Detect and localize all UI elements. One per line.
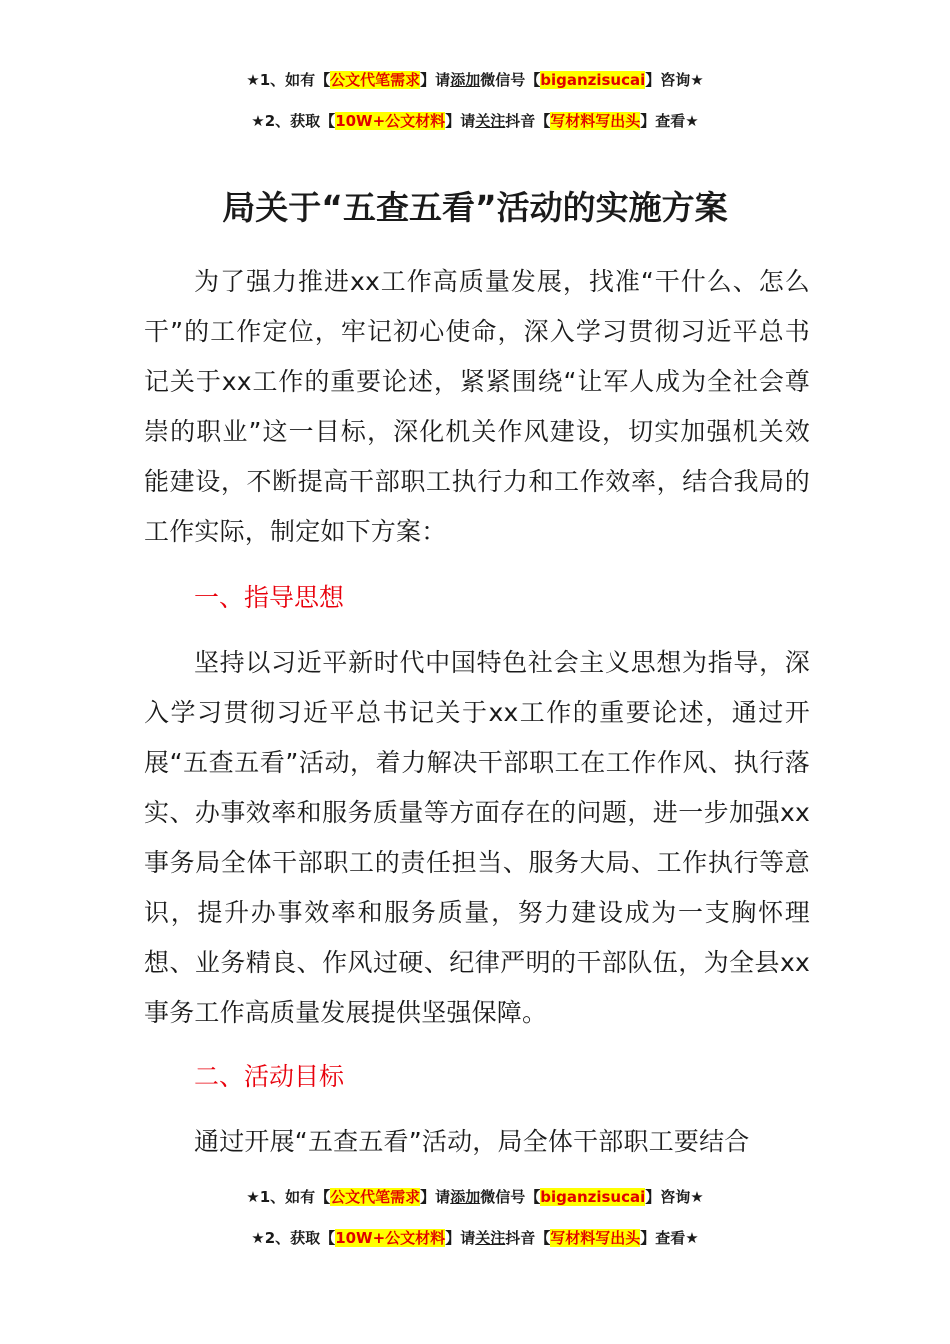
notice-text: 微信号【 bbox=[480, 1188, 541, 1206]
section-heading-activity-goals: 二、活动目标 bbox=[194, 1062, 345, 1091]
notice-highlight: 公文代笔需求 bbox=[330, 1188, 421, 1206]
document-title: 局关于“五查五看”活动的实施方案 bbox=[222, 188, 728, 227]
notice-highlight: 10W+公文材料 bbox=[335, 112, 446, 130]
notice-line-1-footer bbox=[0, 1186, 950, 1208]
notice-text: 】请 bbox=[445, 112, 476, 130]
notice-underlined: 关注 bbox=[475, 112, 506, 130]
notice-suffix: 】咨询★ bbox=[645, 1188, 704, 1206]
notice-prefix: ★2、获取【 bbox=[251, 1229, 336, 1247]
section-paragraph-activity-goals: 通过开展“五查五看”活动，局全体干部职工要结合 bbox=[194, 1127, 750, 1156]
notice-suffix: 】咨询★ bbox=[645, 71, 704, 89]
notice-text: 抖音【 bbox=[505, 1229, 551, 1247]
notice-highlight: 10W+公文材料 bbox=[335, 1229, 446, 1247]
notice-line-1 bbox=[0, 69, 950, 91]
notice-line-2-footer bbox=[0, 1227, 950, 1249]
notice-line-2 bbox=[0, 110, 950, 132]
notice-underlined: 关注 bbox=[475, 1229, 506, 1247]
notice-text: 】请 bbox=[420, 1188, 451, 1206]
notice-douyin-id: 写材料写出头 bbox=[550, 112, 641, 130]
notice-text: 抖音【 bbox=[505, 112, 551, 130]
notice-prefix: ★1、如有【 bbox=[246, 71, 331, 89]
notice-text: 微信号【 bbox=[480, 71, 541, 89]
notice-text: 】请 bbox=[420, 71, 451, 89]
notice-underlined: 添加 bbox=[450, 71, 481, 89]
notice-prefix: ★2、获取【 bbox=[251, 112, 336, 130]
notice-wechat-id: biganzisucai bbox=[540, 1188, 646, 1206]
notice-wechat-id: biganzisucai bbox=[540, 71, 646, 89]
notice-prefix: ★1、如有【 bbox=[246, 1188, 331, 1206]
notice-suffix: 】查看★ bbox=[640, 1229, 699, 1247]
section-heading-guiding-ideology: 一、指导思想 bbox=[194, 583, 345, 612]
notice-highlight: 公文代笔需求 bbox=[330, 71, 421, 89]
notice-text: 】请 bbox=[445, 1229, 476, 1247]
intro-paragraph: 为了强力推进xx工作高质量发展，找准“干什么、怎么干”的工作定位，牢记初心使命，深入学习贯彻习近平总书记关于xx工作的重要论述，紧紧围绕“让军人成为全社会尊崇的职业”这一目标，深化机关作风建设，切实加强机关效能建设，不断提高干部职工执行力和工作效率，结合我局的工作实际，制定如下方案： bbox=[144, 267, 810, 546]
notice-suffix: 】查看★ bbox=[640, 112, 699, 130]
notice-underlined: 添加 bbox=[450, 1188, 481, 1206]
notice-douyin-id: 写材料写出头 bbox=[550, 1229, 641, 1247]
section-paragraph-guiding-ideology: 坚持以习近平新时代中国特色社会主义思想为指导，深入学习贯彻习近平总书记关于xx工作的重要论述，通过开展“五查五看”活动，着力解决干部职工在工作作风、执行落实、办事效率和服务质量等方面存在的问题，进一步加强xx事务局全体干部职工的责任担当、服务大局、工作执行等意识，提升办事效率和服务质量，努力建设成为一支胸怀理想、业务精良、作风过硬、纪律严明的干部队伍，为全县xx事务工作高质量发展提供坚强保障。 bbox=[144, 648, 810, 1027]
